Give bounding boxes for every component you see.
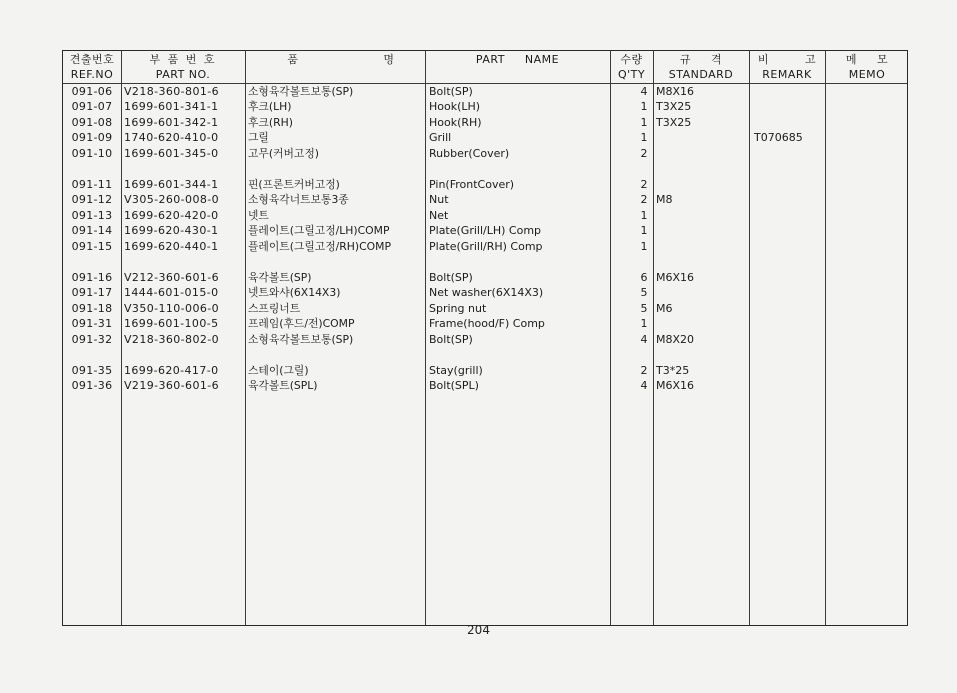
- standard-cell: T3*25: [656, 363, 690, 377]
- ref-no-cell: 091-32: [71, 332, 113, 346]
- quantity-cell: 4: [640, 84, 648, 98]
- standard-cell: T3X25: [656, 115, 692, 129]
- part-name-cell: Bolt(SP): [429, 332, 473, 346]
- part-no-cell: 1699-601-100-5: [124, 317, 219, 330]
- korean-name-cell: 스테이(그릴): [248, 363, 309, 377]
- standard-cell: M8: [656, 193, 673, 206]
- part-name-cell: Net: [429, 208, 449, 222]
- part-name-cell: Stay(grill): [429, 363, 483, 377]
- quantity-cell: 2: [640, 363, 648, 377]
- korean-name-cell: 소형육각볼트보통(SP): [248, 84, 354, 98]
- remark-cell: T070685: [754, 131, 803, 144]
- header-standard-ko: 규 격: [679, 53, 723, 66]
- quantity-cell: 1: [640, 100, 648, 113]
- part-no-cell: V218-360-801-6: [124, 84, 220, 98]
- part-no-cell: V219-360-601-6: [124, 379, 220, 392]
- korean-name-cell: 후크(RH): [248, 115, 293, 129]
- ref-no-cell: 091-11: [71, 177, 113, 191]
- quantity-cell: 2: [640, 177, 648, 191]
- standard-cell: M8X20: [656, 332, 695, 346]
- part-name-cell: Bolt(SP): [429, 270, 473, 284]
- korean-name-cell: 플레이트(그릴고정/RH)COMP: [248, 239, 391, 253]
- part-name-cell: Spring nut: [429, 301, 487, 315]
- quantity-cell: 4: [640, 379, 648, 392]
- header-remark-en: REMARK: [762, 68, 812, 81]
- quantity-cell: 2: [640, 193, 648, 206]
- ref-no-cell: 091-07: [71, 100, 113, 113]
- column-divider: [245, 51, 246, 625]
- korean-name-cell: 후크(LH): [248, 100, 292, 113]
- part-name-cell: Grill: [429, 131, 452, 144]
- korean-name-cell: 그릴: [248, 131, 269, 144]
- part-name-cell: Plate(Grill/LH) Comp: [429, 224, 542, 237]
- quantity-cell: 1: [640, 115, 648, 129]
- quantity-cell: 6: [640, 270, 648, 284]
- part-no-cell: V350-110-006-0: [124, 301, 220, 315]
- quantity-cell: 1: [640, 239, 648, 253]
- standard-cell: M8X16: [656, 84, 695, 98]
- korean-name-cell: 육각볼트(SP): [248, 270, 312, 284]
- ref-no-cell: 091-09: [71, 131, 113, 144]
- column-divider: [121, 51, 122, 625]
- part-no-cell: V218-360-802-0: [124, 332, 220, 346]
- part-no-cell: 1699-601-342-1: [124, 115, 219, 129]
- korean-name-cell: 스프링너트: [248, 301, 301, 315]
- standard-cell: M6: [656, 301, 673, 315]
- ref-no-cell: 091-12: [71, 193, 113, 206]
- header-memo-en: MEMO: [848, 68, 886, 81]
- ref-no-cell: 091-18: [71, 301, 113, 315]
- part-no-cell: 1699-601-341-1: [124, 100, 219, 113]
- standard-cell: M6X16: [656, 270, 695, 284]
- quantity-cell: 4: [640, 332, 648, 346]
- quantity-cell: 5: [640, 286, 648, 299]
- korean-name-cell: 플레이트(그릴고정/LH)COMP: [248, 224, 390, 237]
- part-name-cell: Bolt(SP): [429, 84, 473, 98]
- part-no-cell: 1699-601-344-1: [124, 177, 219, 191]
- ref-no-cell: 091-08: [71, 115, 113, 129]
- part-no-cell: 1699-620-430-1: [124, 224, 219, 237]
- part-name-cell: Hook(RH): [429, 115, 482, 129]
- ref-no-cell: 091-17: [71, 286, 113, 299]
- part-no-cell: V212-360-601-6: [124, 270, 220, 284]
- ref-no-cell: 091-15: [71, 239, 113, 253]
- part-name-cell: Net washer(6X14X3): [429, 286, 544, 299]
- ref-no-cell: 091-31: [71, 317, 113, 330]
- part-name-cell: Frame(hood/F) Comp: [429, 317, 545, 330]
- ref-no-cell: 091-10: [71, 146, 113, 160]
- ref-no-cell: 091-13: [71, 208, 113, 222]
- part-no-cell: 1699-601-345-0: [124, 146, 219, 160]
- header-ref-ko: 견출번호: [69, 53, 115, 66]
- header-memo-ko: 메 모: [845, 53, 889, 66]
- standard-cell: M6X16: [656, 379, 695, 392]
- quantity-cell: 5: [640, 301, 648, 315]
- header-qty-ko: 수량: [620, 53, 643, 66]
- korean-name-cell: 넷트: [248, 208, 269, 222]
- quantity-cell: 1: [640, 224, 648, 237]
- korean-name-cell: 소형육각너트보통3종: [248, 193, 349, 206]
- part-name-cell: Pin(FrontCover): [429, 177, 515, 191]
- part-no-cell: 1740-620-410-0: [124, 131, 219, 144]
- part-no-cell: 1699-620-417-0: [124, 363, 219, 377]
- header-part-ko: 부 품 번 호: [149, 53, 217, 66]
- page-number: 204: [467, 623, 490, 637]
- korean-name-cell: 넷트와샤(6X14X3): [248, 286, 341, 299]
- ref-no-cell: 091-14: [71, 224, 113, 237]
- part-name-cell: Nut: [429, 193, 449, 206]
- ref-no-cell: 091-36: [71, 379, 113, 392]
- header-part-en: PART NO.: [155, 68, 211, 81]
- part-no-cell: 1699-620-420-0: [124, 208, 219, 222]
- standard-cell: T3X25: [656, 100, 692, 113]
- part-no-cell: V305-260-008-0: [124, 193, 220, 206]
- ref-no-cell: 091-06: [71, 84, 113, 98]
- header-qty-en: Q'TY: [617, 68, 646, 81]
- quantity-cell: 1: [640, 317, 648, 330]
- part-name-cell: Rubber(Cover): [429, 146, 510, 160]
- part-name-cell: Bolt(SPL): [429, 379, 479, 392]
- header-part-name: PART NAME: [475, 53, 560, 66]
- quantity-cell: 2: [640, 146, 648, 160]
- korean-name-cell: 소형육각볼트보통(SP): [248, 332, 354, 346]
- ref-no-cell: 091-35: [71, 363, 113, 377]
- header-standard-en: STANDARD: [668, 68, 734, 81]
- part-no-cell: 1699-620-440-1: [124, 239, 219, 253]
- quantity-cell: 1: [640, 131, 648, 144]
- part-no-cell: 1444-601-015-0: [124, 286, 219, 299]
- quantity-cell: 1: [640, 208, 648, 222]
- korean-name-cell: 고무(커버고정): [248, 146, 320, 160]
- korean-name-cell: 프레임(후드/전)COMP: [248, 317, 355, 330]
- korean-name-cell: 핀(프론트커버고정): [248, 177, 340, 191]
- ref-no-cell: 091-16: [71, 270, 113, 284]
- header-kname-a: 품: [287, 53, 299, 66]
- header-kname-b: 명: [383, 53, 395, 66]
- header-ref-en: REF.NO: [70, 68, 114, 81]
- parts-table: [62, 50, 908, 626]
- korean-name-cell: 육각볼트(SPL): [248, 379, 318, 392]
- header-remark-ko: 비 고: [757, 53, 817, 66]
- part-name-cell: Hook(LH): [429, 100, 481, 113]
- part-name-cell: Plate(Grill/RH) Comp: [429, 239, 543, 253]
